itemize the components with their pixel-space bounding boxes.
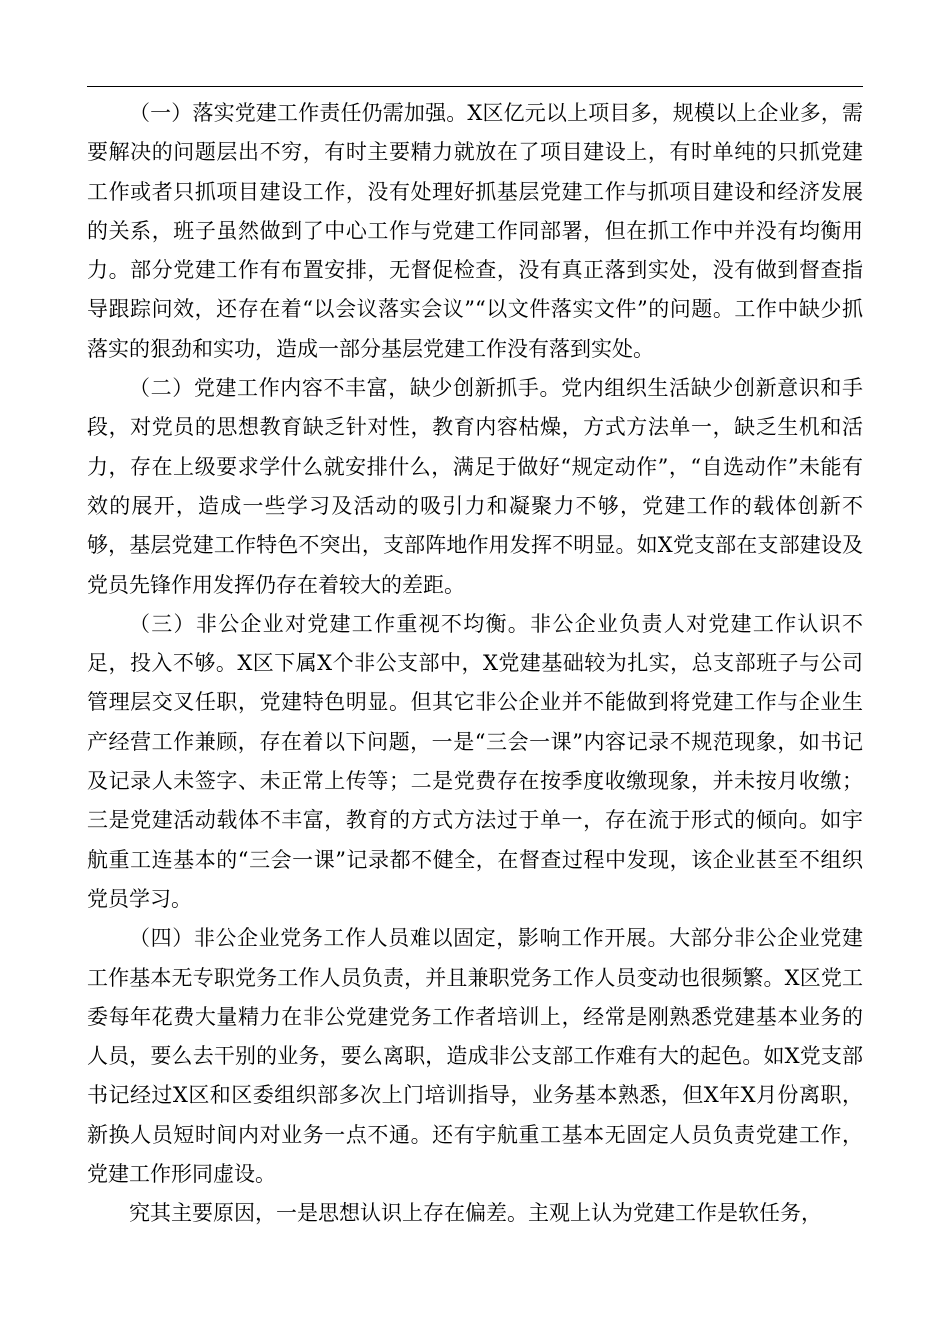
paragraph-4: （四）非公企业党务工作人员难以固定，影响工作开展。大部分非公企业党建工作基本无专职党务工作人员负责，并且兼职党务工作人员变动也很频繁。X区党工委每年花费大量精力在非公党建党务工作者培训上，经常是刚熟悉党建基本业务的人员，要么去干别的业务，要么离职，造成非公支部工作难有大的起色。如X党支部书记经过X区和区委组织部多次上门培训指导，业务基本熟悉，但X年X月份离职，新换人员短时间内对业务一点不通。还有宇航重工基本无固定人员负责党建工作，党建工作形同虚设。 (87, 926, 863, 1187)
header-rule (87, 86, 863, 87)
paragraph-5: 究其主要原因，一是思想认识上存在偏差。主观上认为党建工作是软任务， (129, 1201, 822, 1226)
paragraph-1: （一）落实党建工作责任仍需加强。X区亿元以上项目多，规模以上企业多，需要解决的问题层出不穷，有时主要精力就放在了项目建设上，有时单纯的只抓党建工作或者只抓项目建设工作，没有处理好抓基层党建工作与抓项目建设和经济发展的关系，班子虽然做到了中心工作与党建工作同部署，但在抓工作中并没有均衡用力。部分党建工作有布置安排，无督促检查，没有真正落到实处，没有做到督查指导跟踪问效，还存在着“以会议落实会议”“以文件落实文件”的问题。工作中缺少抓落实的狠劲和实功，造成一部分基层党建工作没有落到实处。 (87, 101, 863, 361)
document-body (87, 94, 863, 1234)
paragraph-3: （三）非公企业对党建工作重视不均衡。非公企业负责人对党建工作认识不足，投入不够。X区下属X个非公支部中，X党建基础较为扎实，总支部班子与公司管理层交叉任职，党建特色明显。但其它非公企业并不能做到将党建工作与企业生产经营工作兼顾，存在着以下问题，一是“三会一课”内容记录不规范现象，如书记及记录人未签字、未正常上传等；二是党费存在按季度收缴现象，并未按月收缴；三是党建活动载体不丰富，教育的方式方法过于单一，存在流于形式的倾向。如宇航重工连基本的“三会一课”记录都不健全，在督查过程中发现，该企业甚至不组织党员学习。 (87, 611, 863, 911)
paragraph-2: （二）党建工作内容不丰富，缺少创新抓手。党内组织生活缺少创新意识和手段，对党员的思想教育缺乏针对性，教育内容枯燥，方式方法单一，缺乏生机和活力，存在上级要求学什么就安排什么，满足于做好“规定动作”，“自选动作”未能有效的展开，造成一些学习及活动的吸引力和凝聚力不够，党建工作的载体创新不够，基层党建工作特色不突出，支部阵地作用发挥不明显。如X党支部在支部建设及党员先锋作用发挥仍存在着较大的差距。 (87, 376, 863, 597)
